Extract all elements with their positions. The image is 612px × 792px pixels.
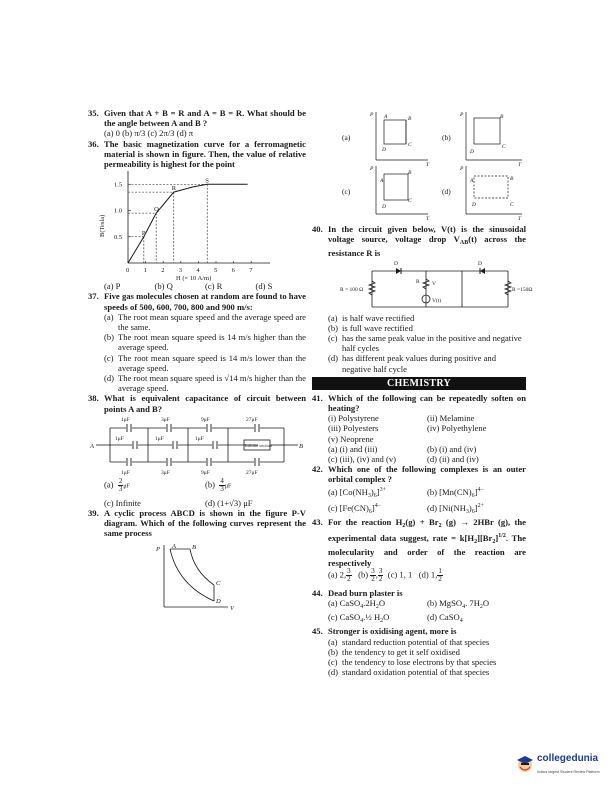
svg-text:A: A [384,114,388,120]
question-38 [88,393,306,413]
question-text: The basic magnetization curve for a ferromagnetic material is shown in figure. Then, the value of relative permeability is highest for the point [104,138,306,170]
question-text: A cyclic process ABCD is shown in the figure P-V diagram. Which of the following curves represent the same process [104,508,306,539]
svg-text:P: P [156,545,160,553]
svg-text:P: P [460,112,464,118]
bh-curve-line [128,184,248,263]
question-37 [88,291,306,393]
point-label: Q [154,206,159,214]
x-axis-label: H (× 10 A/m) [176,275,212,283]
capacitor-symbol [126,424,132,432]
svg-text:C: C [408,142,412,148]
option-c: (c) Infinite [104,497,141,508]
point-b-label: B [299,442,303,450]
question-43: 43. For the reaction $H_2(g) + Br_2$ (g) → 2HBr (g), the experimental data suggest, rate = $k[H_2][Br_2]^{1/2}$. The molecularity and order of the reaction are respectively (a) 2, $\frac{3}{2}$ (b) $\frac{3}{2}$ , $\frac{3}{2}$ (c) 1, 1 (d) 1, $\frac{1}{2}$ [312,517,527,583]
bh-curve-chart [88,169,306,281]
svg-text:= 100 Ω: = 100 Ω [345,286,364,293]
option-c: (c) The root mean square speed is 14 m/s lower than the average speed. [104,352,306,373]
cap-label: 27μF [246,416,258,423]
svg-text:P: P [460,166,464,172]
right-column [312,108,533,678]
cap-label: 27μF [246,469,258,476]
cap-label: 1μF [121,416,130,423]
svg-text:B: B [408,170,412,176]
option-b: (b) Q [154,281,173,292]
q39-options-diagram [312,108,526,224]
point-label: R [171,185,177,193]
cap-label: 1μF [121,469,130,476]
option-b: (b) $\frac{4}{3}$ μF [205,476,232,493]
question-36-options [104,281,306,291]
point-label: S [205,177,209,185]
capacitor-network-diagram [88,414,306,476]
svg-text:B: B [408,116,412,122]
svg-text:A: A [470,178,474,184]
capacitor-symbol [206,424,212,432]
svg-text:=150Ω: =150Ω [517,286,533,293]
collegedunia-logo: collegedunia India's largest Student Review Platform [515,752,607,780]
capacitor-symbol [206,458,212,466]
cap-label: 3μF [161,469,170,476]
option-b: (b) [442,133,451,142]
y-tick-label: 0.5 [114,233,123,241]
question-number: 43. [312,517,323,528]
question-36 [88,139,306,170]
options-row: (a) 0 (b) π/3 (c) 2π/3 (d) π [104,128,194,139]
option-d: (d) S [255,281,273,292]
cap-label: 3μF [161,416,170,423]
question-number: 45. [312,626,323,637]
diode-d2 [480,268,485,274]
svg-text:D: D [472,202,476,208]
option-d: (d) (1+√3) μF [205,497,253,508]
option-a: (a) The root mean square speed and the average speed are the same. [104,311,306,333]
point-a-label: A [90,442,94,450]
question-text: Five gas molecules chosen at random are found to have speeds of 500, 600, 700, 800 and 900 m/s: [104,291,306,312]
question-41: 41. Which of the following can be repeatedly soften on heating? (i) Polystyrene (ii) Melamine (iii) Polyesters (iv) Polyethylene (v) Neoprene (a) (i) and (iii) (b) (i) and (iv) (c) (iii), (iv) and (v) (d) (ii) and (iv) [312,392,526,465]
svg-text:B: B [500,114,504,120]
question-number: 42. [312,464,323,475]
question-number: 35. [88,108,99,118]
svg-text:A: A [380,178,384,184]
capacitor-symbol [254,424,260,432]
pv-cycle-diagram [88,539,306,619]
cap-label: 1μF [195,435,204,442]
x-tick-label: 1 [143,267,147,275]
svg-text:P: P [370,166,374,172]
question-number: 37. [88,291,99,302]
cap-label: 9μF [201,416,210,423]
svg-text:D: D [382,147,386,153]
x-tick-label: 3 [178,267,183,275]
x-tick-label: 7 [249,267,253,275]
question-35 [88,108,306,139]
question-40: 40. In the circuit given below, V(t) is the sinusoidal voltage source, voltage drop $V_{AB}(t)$ across the resistance R is [312,224,526,259]
question-text: Which one of the following complexes is an outer orbital complex ? [328,464,526,485]
graduate-cap-icon [515,754,535,774]
question-42: 42. Which one of the following complexes is an outer orbital complex ? (a) $[Co(NH_3)_6]^{3+}$ (b) $[Mn(CN)_6]^{4-}$ (c) $[Fe(CN)_6]^{4-}$ (d) $[Ni(NH_3)_6]^{2+}$ [312,464,526,515]
option-c: (c) [342,187,351,196]
option-a: (a) $\frac{2}{3}$ μF [104,476,130,493]
question-40-options: (a) is half wave rectified (b) is full wave rectified (c) has the same peak value in the positive and negative half cycles (d) has different peak values during positive and negative half cycle [328,312,522,374]
svg-text:B: B [510,176,514,182]
question-text: Which of the following can be repeatedly soften on heating? [328,392,526,414]
cap-label: 1μF [115,435,124,442]
question-45: 45. Stronger is oxidising agent, more is (a) standard reduction potential of that species (b) the tendency to get it self oxidised (c) the tendency to lose electrons by that species (d) standard oxidation potential of that species [312,626,526,677]
question-number: 44. [312,587,323,598]
question-text: Given that A + B = R and A = B = R. What should be the angle between A and B ? [104,108,306,129]
question-text: Stronger is oxidising agent, more is [328,626,457,637]
capacitor-symbol [254,458,260,466]
svg-text:C: C [510,202,514,208]
x-tick-label: 2 [161,267,165,275]
svg-text:D: D [216,597,221,605]
diode-d1 [396,268,401,274]
infinite-section-label: Infinite section [245,442,273,448]
question-text: What is equivalent capacitance of circuit between points A and B? [104,393,306,414]
section-heading-chemistry: CHEMISTRY [312,377,526,390]
svg-text:C: C [216,579,221,587]
svg-text:C: C [408,198,412,204]
svg-text:D: D [382,204,386,210]
svg-text:T: T [426,162,430,168]
capacitor-symbol [166,458,172,466]
option-a: (a) P [104,281,121,292]
capacitor-symbol [172,441,178,449]
question-text: Dead burn plaster is [328,587,403,598]
rectifier-circuit-diagram [312,259,533,313]
x-tick-label: 4 [196,267,200,275]
question-number: 40. [312,224,323,234]
option-d: (d) The root mean square speed is √14 m/s higher than the average speed. [104,373,307,394]
svg-text:R: R [416,278,420,285]
svg-text:V: V [230,604,234,612]
question-number: 41. [312,392,323,403]
left-column [88,108,306,619]
question-number: 36. [88,138,99,149]
cap-label: 1μF [155,435,164,442]
svg-text:D: D [470,149,474,155]
x-tick-label: 0 [126,267,130,275]
cap-label: 9μF [201,469,210,476]
svg-text:V: V [432,280,436,287]
svg-text:T: T [518,216,522,222]
option-c: (c) R [205,281,223,292]
question-number: 39. [88,508,99,519]
option-d: (d) [442,187,451,196]
svg-text:A: A [172,542,176,550]
svg-text:R: R [512,286,516,293]
svg-text:R: R [340,286,344,293]
capacitor-symbol [132,441,138,449]
svg-text:T: T [426,216,430,222]
option-b: (b) The root mean square speed is 14 m/s higher than the average speed. [104,332,306,353]
svg-text:D: D [394,260,398,267]
question-39 [88,508,306,539]
svg-text:C: C [502,144,506,150]
question-38-options [104,478,306,508]
svg-text:V(t): V(t) [432,297,442,304]
svg-text:T: T [518,162,522,168]
capacitor-symbol [126,458,132,466]
question-44: 44. Dead burn plaster is (a) $CaSO_4.2H_2O$ (b) MgSO$_4$. $7H_2O$ (c) CaSO$_4$.½ $H_2O$ (d) CaSO$_4$ [312,588,526,627]
y-tick-label: 1.0 [114,207,123,215]
option-a: (a) [342,133,351,142]
svg-text:B: B [192,543,196,551]
capacitor-symbol [212,441,218,449]
svg-text:D: D [478,260,482,267]
capacitor-symbol [166,424,172,432]
x-tick-label: 6 [231,267,235,275]
y-tick-label: 1.5 [114,181,123,189]
point-label: P [141,229,146,237]
question-number: 38. [88,393,99,404]
x-tick-label: 5 [214,267,218,275]
y-axis-label: B(Tesla) [99,214,106,238]
svg-text:P: P [370,112,374,118]
